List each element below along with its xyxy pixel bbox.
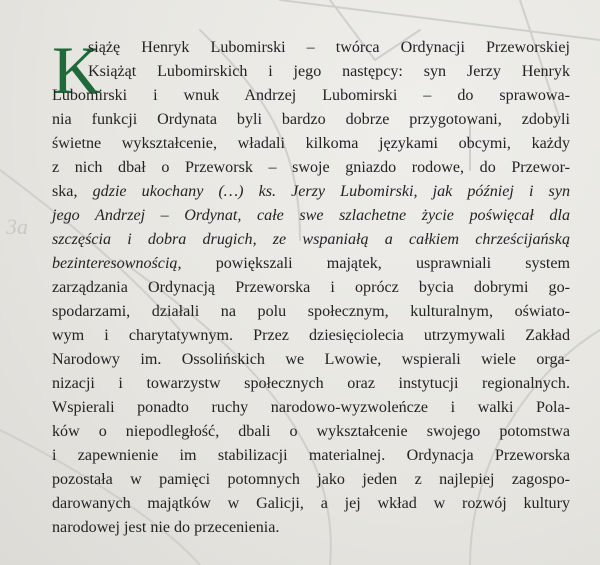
text-segment: nizacji i towarzystw społecznych oraz instytucji regionalnych. [52, 375, 570, 392]
text-segment: Lubomirski i wnuk Andrzej Lubomirski – do sprawowa- [52, 87, 570, 104]
text-segment: powiększali majątek, usprawniali system [181, 255, 570, 272]
text-line [52, 204, 570, 228]
text-line [52, 420, 570, 444]
sketch-label: 3a [6, 214, 28, 239]
text-line [52, 348, 570, 372]
text-line [52, 180, 570, 204]
text-segment: siążę Henryk Lubomirski – twórca Ordynacji Przeworskiej [88, 39, 570, 56]
text-segment: spodarzami, działali na polu społecznym, kulturalnym, oświato- [52, 303, 570, 320]
text-segment: Wspierali ponadto ruchy narodowo-wyzwoleńcze i walki Pola- [52, 399, 570, 416]
text-line [52, 396, 570, 420]
text-segment: świetne wykształcenie, władali kilkoma językami obcymi, każdy [52, 135, 570, 152]
text-line [52, 132, 570, 156]
drop-cap: K [52, 32, 102, 108]
text-line [52, 84, 570, 108]
text-segment: zarządzania Ordynacją Przeworska i oprócz bycia dobrymi go- [52, 279, 570, 296]
text-line [52, 252, 570, 276]
text-segment: Narodowy im. Ossolińskich we Lwowie, wspierali wiele orga- [52, 351, 570, 368]
italic-quote-segment: gdzie ukochany (…) ks. Jerzy Lubomirski, jak później i syn [92, 183, 571, 200]
italic-quote-segment: szczęścia i dobra drugich, ze wspaniałą a całkiem chrześcijańską [52, 231, 570, 248]
text-line [52, 444, 570, 468]
text-segment: ków o niepodległość, dbali o wykształcenie swojego potomstwa [52, 423, 570, 440]
text-line [52, 156, 570, 180]
text-segment: narodowej jest nie do przecenienia. [52, 519, 280, 536]
italic-quote-segment: bezinteresownością, [52, 255, 182, 272]
sketch-line-top [280, 0, 600, 40]
text-segment: darowanych majątków w Galicji, a jej wkład w rozwój kultury [52, 495, 570, 512]
text-line [52, 324, 570, 348]
text-line [52, 300, 570, 324]
body-paragraph [52, 32, 571, 540]
text-line [52, 492, 570, 516]
text-line [52, 60, 570, 84]
text-line [52, 36, 570, 60]
text-line [52, 468, 570, 492]
text-segment: i zapewnienie im stabilizacji materialnej. Ordynacja Przeworska [52, 447, 570, 464]
text-line [52, 276, 570, 300]
text-segment: pozostała w pamięci potomnych jako jeden z najlepiej zagospo- [52, 471, 570, 488]
text-line [52, 228, 570, 252]
text-segment: ska, [52, 183, 93, 200]
text-segment: z nich dbał o Przeworsk – swoje gniazdo rodowe, do Przewor- [52, 159, 570, 176]
text-segment: nia funkcji Ordynata byli bardzo dobrze przygotowani, zdobyli [52, 111, 570, 128]
text-line [52, 372, 570, 396]
text-segment: Książąt Lubomirskich i jego następcy: syn Jerzy Henryk [88, 63, 570, 80]
text-line [52, 516, 570, 540]
text-line [52, 108, 570, 132]
text-segment: wym i charytatywnym. Przez dziesięciolecia utrzymywali Zakład [52, 327, 570, 344]
italic-quote-segment: jego Andrzej – Ordynat, całe swe szlachetne życie poświęcał dla [52, 207, 570, 224]
